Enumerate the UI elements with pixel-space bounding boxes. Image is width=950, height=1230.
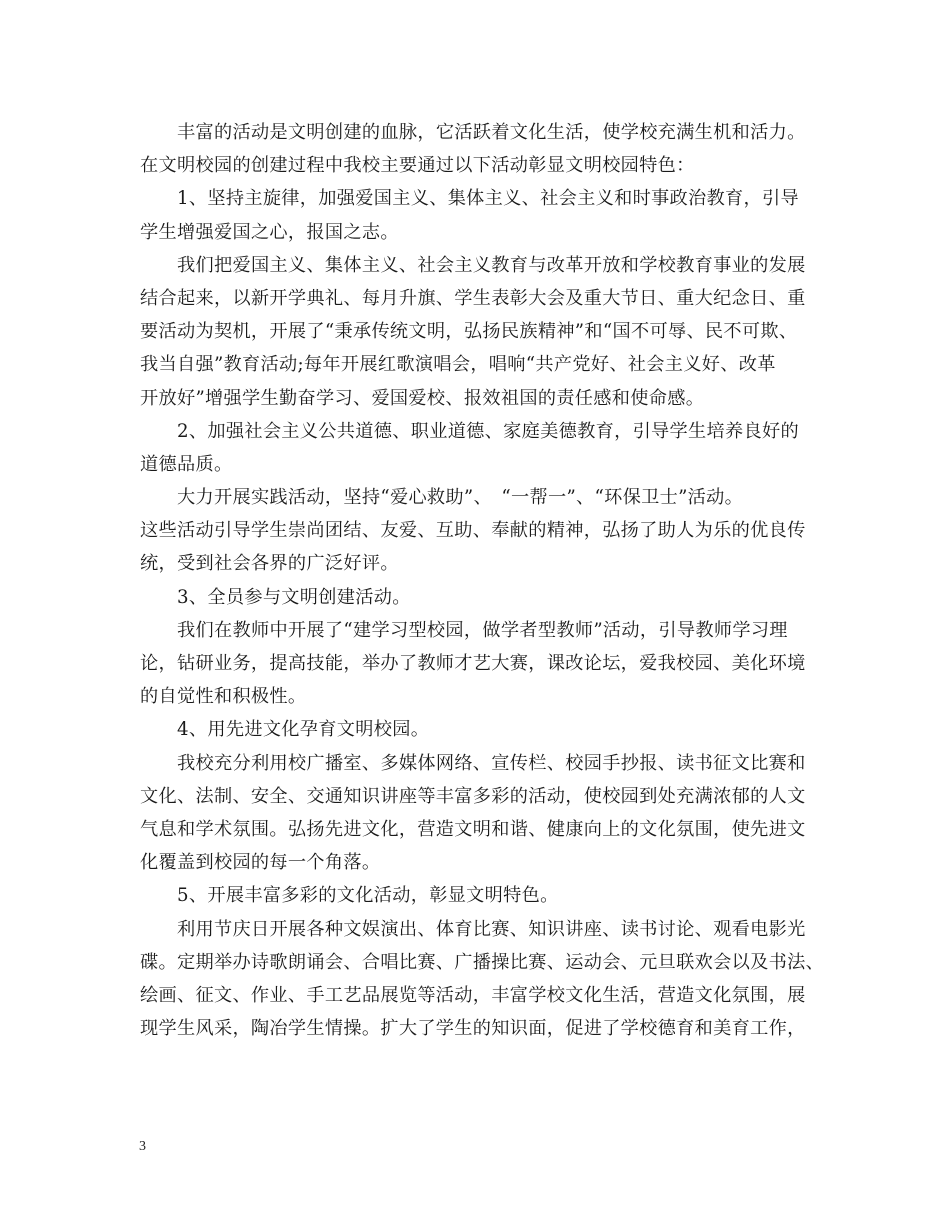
document-body: [140, 116, 840, 1045]
text-line: 2、加强社会主义公共道德、职业道德、家庭美德教育，引导学生培养良好的: [177, 420, 799, 442]
text-line: 要活动为契机，开展了“秉承传统文明，弘扬民族精神”和“国不可辱、民不可欺、: [140, 321, 798, 343]
text-line: 现学生风采，陶冶学生情操。扩大了学生的知识面，促进了学校德育和美育工作，: [140, 1018, 806, 1040]
text-line: 我们在教师中开展了“建学习型校园，做学者型教师”活动，引导教师学习理: [177, 619, 788, 641]
text-line: 绘画、征文、作业、手工艺品展览等活动，丰富学校文化生活，营造文化氛围，展: [140, 984, 806, 1006]
text-line: 利用节庆日开展各种文娱演出、体育比赛、知识讲座、读书讨论、观看电影光: [177, 918, 806, 940]
text-line: 学生增强爱国之心，报国之志。: [140, 221, 399, 243]
text-line: 统，受到社会各界的广泛好评。: [140, 553, 399, 575]
text-line: 结合起来，以新开学典礼、每月升旗、学生表彰大会及重大节日、重大纪念日、重: [140, 287, 806, 309]
text-line: 化覆盖到校园的每一个角落。: [140, 852, 381, 874]
text-line: 大力开展实践活动，坚持“爱心救助”、 “一帮一”、“环保卫士”活动。: [177, 487, 744, 509]
text-line: 这些活动引导学生崇尚团结、友爱、互助、奉献的精神，弘扬了助人为乐的优良传: [140, 520, 806, 542]
text-line: 碟。定期举办诗歌朗诵会、合唱比赛、广播操比赛、运动会、元旦联欢会以及书法、: [140, 951, 825, 973]
text-line: 丰富的活动是文明创建的血脉，它活跃着文化生活，使学校充满生机和活力。: [177, 122, 806, 143]
text-line: 气息和学术氛围。弘扬先进文化，营造文明和谐、健康向上的文化氛围，使先进文: [140, 818, 806, 840]
text-line: 我们把爱国主义、集体主义、社会主义教育与改革开放和学校教育事业的发展: [177, 254, 806, 276]
text-line: 开放好”增强学生勤奋学习、爱国爱校、报效祖国的责任感和使命感。: [140, 387, 705, 409]
text-line: 1、坚持主旋律，加强爱国主义、集体主义、社会主义和时事政治教育，引导: [177, 188, 799, 210]
text-line: 我校充分利用校广播室、多媒体网络、宣传栏、校园手抄报、读书征文比赛和: [177, 752, 806, 774]
text-line: 论，钻研业务，提高技能，举办了教师才艺大赛，课改论坛，爱我校园、美化环境: [140, 653, 806, 674]
text-line: 5、开展丰富多彩的文化活动，彰显文明特色。: [177, 885, 559, 907]
text-line: 我当自强”教育活动;每年开展红歌演唱会，唱响“共产党好、社会主义好、改革: [140, 354, 776, 376]
text-line: 的自觉性和积极性。: [140, 686, 307, 708]
text-line: 文化、法制、安全、交通知识讲座等丰富多彩的活动，使校园到处充满浓郁的人文: [140, 785, 806, 807]
text-line: 在文明校园的创建过程中我校主要通过以下活动彰显文明校园特色：: [140, 155, 695, 177]
text-line: 道德品质。: [140, 453, 233, 475]
page-number: 3: [139, 1139, 146, 1154]
text-line: 3、全员参与文明创建活动。: [177, 586, 411, 608]
text-line: 4、用先进文化孕育文明校园。: [177, 719, 430, 741]
